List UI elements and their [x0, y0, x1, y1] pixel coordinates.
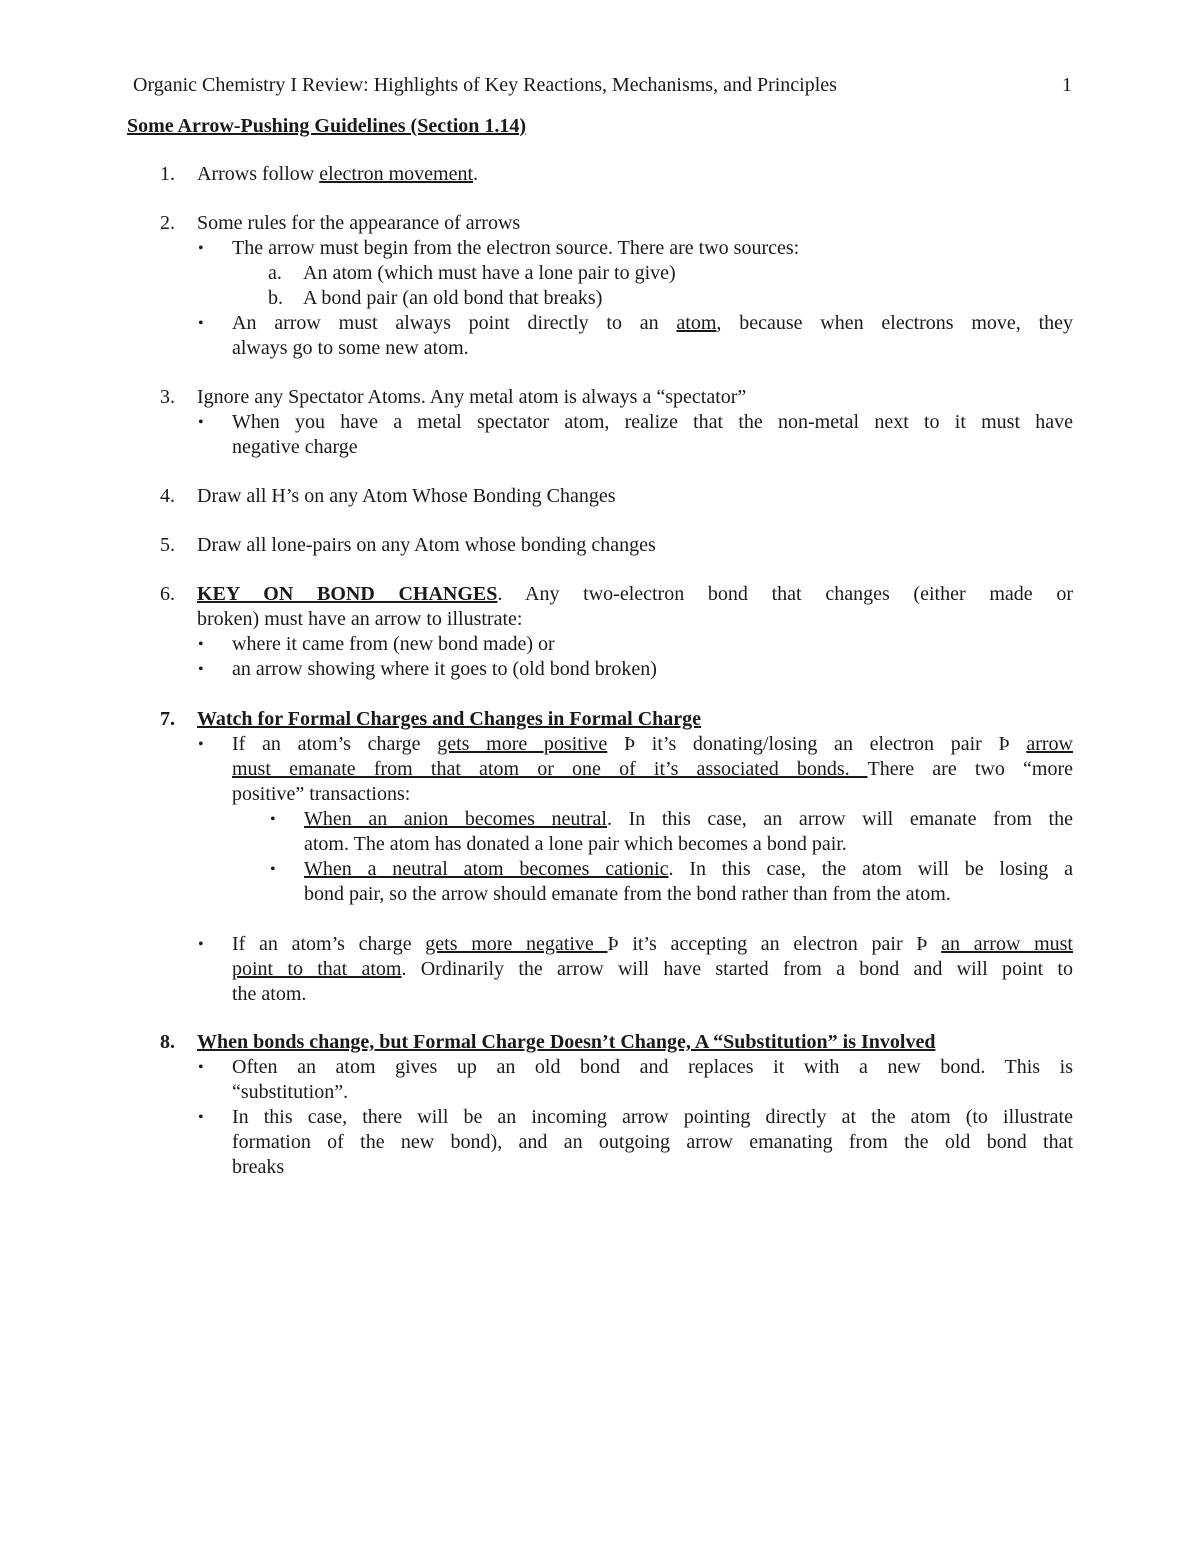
section-title: Some Arrow-Pushing Guidelines (Section 1.14)	[127, 115, 527, 137]
bullet-text	[232, 1105, 1073, 1180]
underlined-text: gets more positive	[437, 733, 608, 755]
bullet-icon: •	[198, 315, 204, 332]
text-line: In this case, there will be an incoming arrow pointing directly at the atom (to illustrate	[232, 1106, 1073, 1128]
text-run: There are two “more	[867, 758, 1074, 780]
item-text	[197, 162, 1073, 187]
text-line	[232, 957, 1073, 982]
text-line: the atom.	[232, 983, 307, 1005]
item-number: 3.	[160, 386, 175, 408]
running-header-title: Organic Chemistry I Review: Highlights of Key Reactions, Mechanisms, and Principles	[133, 74, 837, 96]
text-run: . In this case, an arrow will emanate from the	[607, 808, 1073, 830]
text-line	[304, 857, 1073, 882]
text-run: .	[473, 163, 479, 185]
item-heading: Watch for Formal Charges and Changes in Formal Charge	[197, 708, 702, 730]
text-line	[304, 807, 1073, 832]
underlined-text: When a neutral atom becomes cationic	[304, 858, 669, 880]
item-text: Draw all lone-pairs on any Atom whose bonding changes	[197, 534, 656, 556]
item-number: 1.	[160, 163, 175, 185]
underlined-text: When an anion becomes neutral	[304, 808, 607, 830]
sub-item-letter: a.	[268, 262, 282, 284]
bullet-icon: •	[198, 636, 204, 653]
item-number: 4.	[160, 485, 175, 507]
text-line: positive” transactions:	[232, 783, 411, 805]
bullet-text	[232, 1055, 1073, 1105]
text-run: If an atom’s charge	[232, 733, 438, 755]
bullet-icon: •	[198, 414, 204, 431]
text-line: atom. The atom has donated a lone pair which becomes a bond pair.	[304, 833, 847, 855]
text-line	[232, 732, 1073, 757]
text-run: Þ it’s accepting an electron pair Þ	[607, 933, 942, 955]
bullet-icon: •	[198, 661, 204, 678]
item-text: Some rules for the appearance of arrows	[197, 212, 521, 234]
text-run: An arrow must always point directly to an	[232, 312, 677, 334]
text-line	[232, 757, 1073, 782]
text-run: Arrows follow	[197, 163, 320, 185]
key-phrase: KEY ON BOND CHANGES	[197, 583, 498, 605]
sub-item-letter: b.	[268, 287, 283, 309]
text-line: “substitution”.	[232, 1081, 349, 1103]
page-number: 1	[1062, 74, 1072, 96]
text-line: breaks	[232, 1156, 285, 1178]
text-line: When you have a metal spectator atom, realize that the non-metal next to it must have	[232, 411, 1073, 433]
sub-item-text: A bond pair (an old bond that breaks)	[303, 287, 603, 309]
text-run: If an atom’s charge	[232, 933, 426, 955]
item-number: 8.	[160, 1031, 175, 1053]
bullet-text: The arrow must begin from the electron source. There are two sources:	[232, 237, 800, 259]
bullet-text	[232, 410, 1073, 460]
text-line	[232, 932, 1073, 957]
underlined-text: must emanate from that atom or one of it’s associated bonds.	[232, 758, 868, 780]
item-number: 7.	[160, 708, 175, 730]
text-line: negative charge	[232, 436, 358, 458]
underlined-text: atom	[676, 312, 717, 334]
bullet-text: an arrow showing where it goes to (old bond broken)	[232, 658, 657, 680]
text-run: Þ it’s donating/losing an electron pair Þ	[607, 733, 1027, 755]
item-number: 5.	[160, 534, 175, 556]
item-text: Ignore any Spectator Atoms. Any metal atom is always a “spectator”	[197, 386, 747, 408]
bullet-icon: •	[198, 1109, 204, 1126]
bullet-text: where it came from (new bond made) or	[232, 633, 555, 655]
underlined-text: an arrow must	[941, 933, 1073, 955]
text-line: always go to some new atom.	[232, 337, 469, 359]
item-number: 6.	[160, 583, 175, 605]
sub-item-text: An atom (which must have a lone pair to give)	[303, 262, 676, 284]
underlined-text: arrow	[1026, 733, 1073, 755]
bullet-text	[232, 311, 1073, 361]
text-line: formation of the new bond), and an outgoing arrow emanating from the old bond that	[232, 1131, 1073, 1153]
text-line: Often an atom gives up an old bond and replaces it with a new bond. This is	[232, 1056, 1073, 1078]
bullet-icon: •	[198, 240, 204, 257]
text-run: . Ordinarily the arrow will have started from a bond and will point to	[401, 958, 1073, 980]
underlined-text: electron movement	[319, 163, 474, 185]
underlined-text: gets more negative	[425, 933, 608, 955]
bullet-icon: •	[270, 861, 276, 878]
text-line	[232, 311, 1073, 336]
underlined-text: point to that atom	[232, 958, 402, 980]
bullet-icon: •	[198, 736, 204, 753]
bullet-text	[232, 732, 1073, 807]
text-run: . Any two-electron bond that changes (either made or	[497, 583, 1073, 605]
bullet-icon: •	[270, 811, 276, 828]
item-heading: When bonds change, but Formal Charge Doesn’t Change, A “Substitution” is Involved	[197, 1031, 936, 1053]
text-line: broken) must have an arrow to illustrate:	[197, 608, 523, 630]
bullet-icon: •	[198, 936, 204, 953]
text-line	[197, 582, 1073, 607]
text-run: . In this case, the atom will be losing a	[668, 858, 1073, 880]
item-text	[197, 582, 1073, 632]
item-number: 2.	[160, 212, 175, 234]
bullet-text	[304, 857, 1073, 907]
item-text: Draw all H’s on any Atom Whose Bonding Changes	[197, 485, 616, 507]
bullet-icon: •	[198, 1059, 204, 1076]
bullet-text	[304, 807, 1073, 857]
text-run: , because when electrons move, they	[716, 312, 1074, 334]
bullet-text	[232, 932, 1073, 1007]
text-line: bond pair, so the arrow should emanate from the bond rather than from the atom.	[304, 883, 951, 905]
